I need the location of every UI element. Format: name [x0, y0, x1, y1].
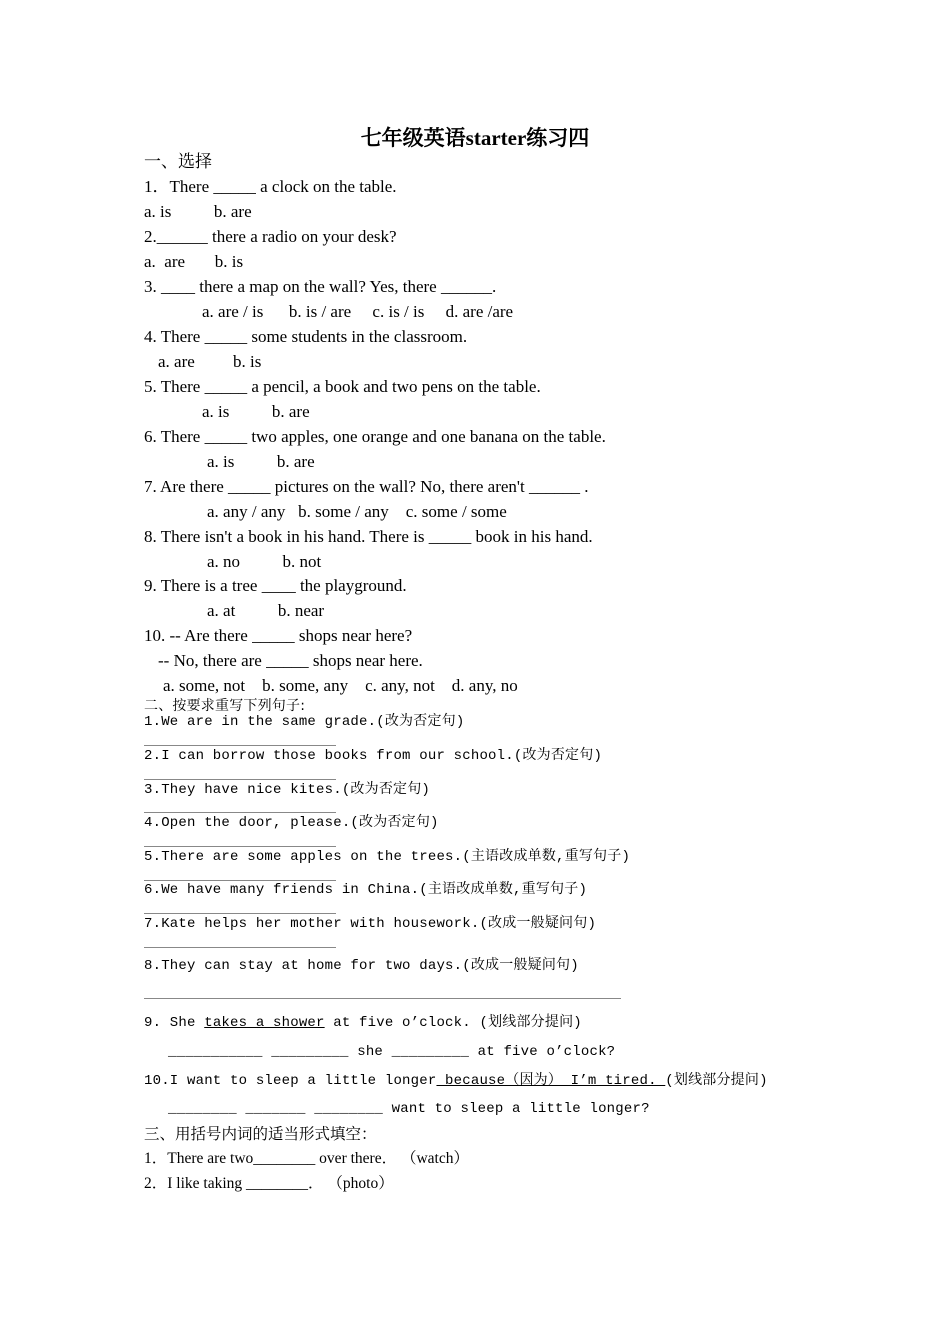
s1-line: 9. There is a tree ____ the playground.	[144, 576, 407, 595]
s2-item: 6.We have many friends in China.(主语改成单数,重写句子)	[144, 882, 588, 898]
s1-line: a. at b. near	[207, 601, 325, 620]
s1-line: a. any / any b. some / any c. some / some	[207, 502, 507, 521]
section2-heading: 二、按要求重写下列句子:	[144, 698, 306, 714]
q9-answer: ___________ _________ she _________ at five o’clock?	[168, 1044, 616, 1060]
s1-line: 8. There isn't a book in his hand. There is _____ book in his hand.	[144, 527, 593, 546]
q10-answer: ________ _______ ________ want to sleep a little longer?	[168, 1101, 650, 1117]
s1-line: a. is b. are	[202, 402, 310, 421]
s2-item: 1.We are in the same grade.(改为否定句)	[144, 714, 465, 730]
s1-line: a. are b. is	[144, 252, 244, 271]
s1-line: a. is b. are	[207, 452, 315, 471]
q10-underlined: because（因为） I’m tired.	[436, 1073, 666, 1089]
s1-line: 10. -- Are there _____ shops near here?	[144, 626, 413, 645]
answer-line	[144, 947, 336, 948]
s2-item: 7.Kate helps her mother with housework.(改成一般疑问句)	[144, 916, 597, 932]
s1-line: 5. There _____ a pencil, a book and two pens on the table.	[144, 377, 541, 396]
section1-heading: 一、选择	[144, 152, 212, 172]
section3-heading: 三、用括号内词的适当形式填空：	[144, 1125, 377, 1143]
page-title: 七年级英语starter练习四	[360, 126, 590, 150]
s1-line: 7. Are there _____ pictures on the wall? No, there aren't ______ .	[144, 477, 589, 496]
s1-line: a. no b. not	[207, 552, 322, 571]
s3-line: 2．I like taking ________． （photo）	[144, 1175, 394, 1192]
s2-item: 8.They can stay at home for two days.(改成一般疑问句)	[144, 958, 579, 974]
s2-item: 5.There are some apples on the trees.(主语改成单数,重写句子)	[144, 849, 631, 865]
s1-line: a. some, not b. some, any c. any, not d. any, no	[163, 676, 518, 695]
s1-line: 3. ____ there a map on the wall? Yes, there ______.	[144, 277, 497, 296]
answer-line	[144, 998, 621, 999]
s2-item: 4.Open the door, please.(改为否定句)	[144, 815, 439, 831]
s1-line: -- No, there are _____ shops near here.	[158, 651, 423, 670]
s1-line: 6. There _____ two apples, one orange and one banana on the table.	[144, 427, 606, 446]
q9-prefix: 9. She	[144, 1015, 205, 1031]
q10-prefix: 10.I want to sleep a little longer	[144, 1073, 437, 1089]
s2-item: 2.I can borrow those books from our school.(改为否定句)	[144, 748, 603, 764]
s1-line: 2.______ there a radio on your desk?	[144, 227, 397, 246]
s1-line: a. are b. is	[158, 352, 262, 371]
s1-line: a. is b. are	[144, 202, 252, 221]
s3-line: 1．There are two________ over there． （watch）	[144, 1150, 469, 1167]
q9-underlined: takes a shower	[204, 1015, 325, 1031]
s1-line: 4. There _____ some students in the classroom.	[144, 327, 468, 346]
s2-item: 3.They have nice kites.(改为否定句)	[144, 782, 431, 798]
q9-suffix: at five o’clock. (划线部分提问)	[324, 1015, 582, 1031]
q10-suffix: (划线部分提问)	[665, 1073, 768, 1089]
s1-line: 1．There _____ a clock on the table.	[144, 177, 397, 196]
s2-q9	[144, 1013, 582, 1033]
s1-line: a. are / is b. is / are c. is / is d. are /are	[202, 302, 514, 321]
s2-q10	[144, 1071, 768, 1091]
